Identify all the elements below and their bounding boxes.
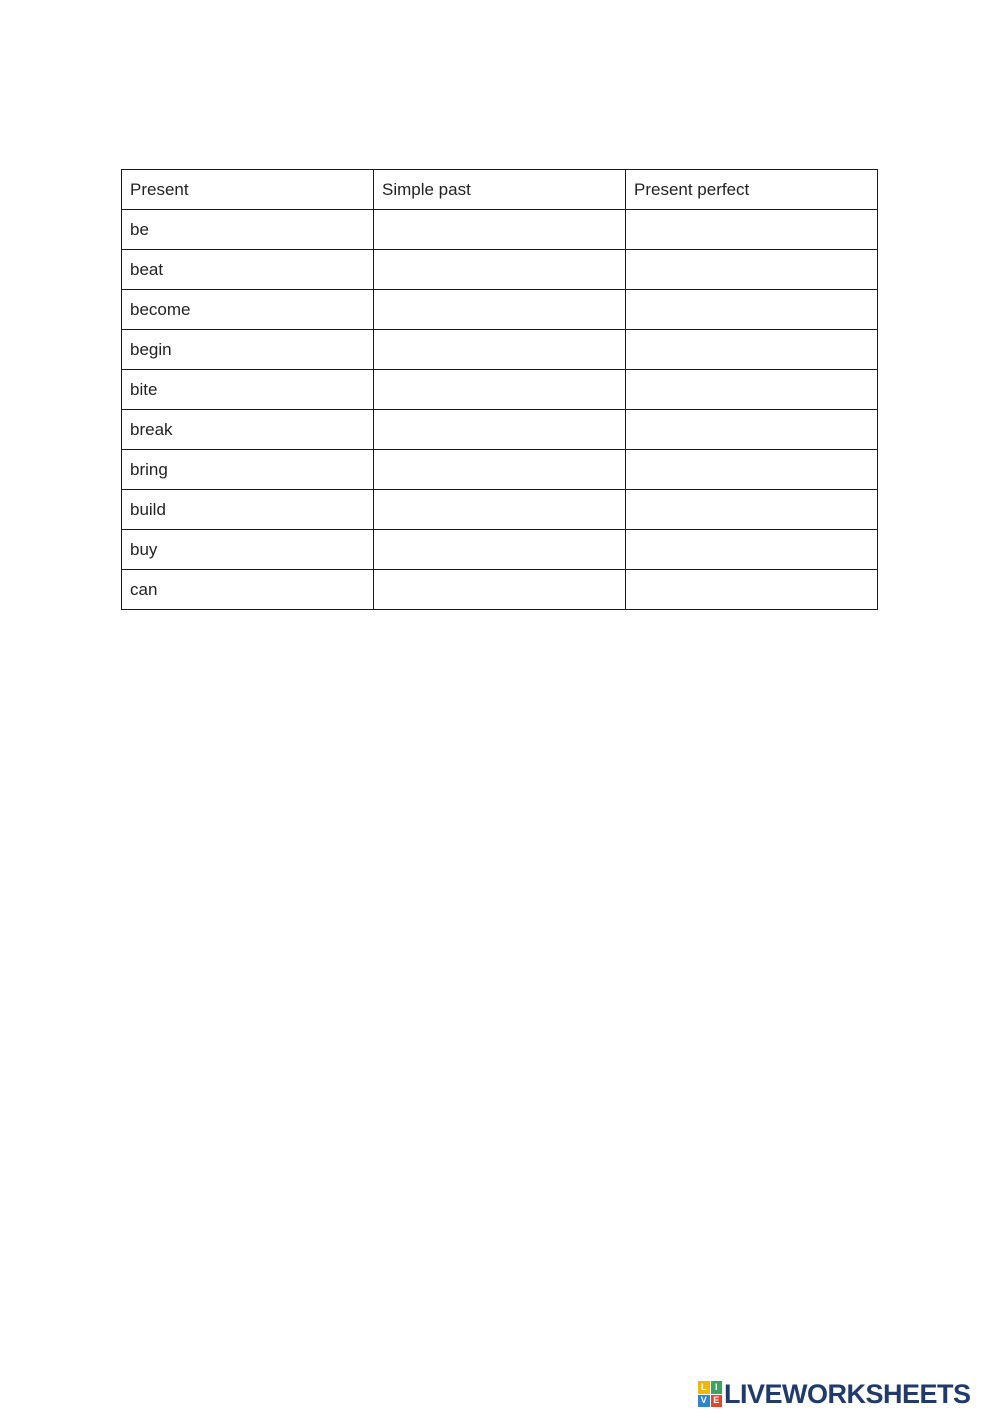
present-perfect-answer-input[interactable] (634, 332, 877, 368)
header-present: Present (122, 170, 374, 210)
present-perfect-cell (626, 450, 878, 490)
simple-past-cell (374, 490, 626, 530)
present-cell: bring (122, 450, 374, 490)
simple-past-cell (374, 530, 626, 570)
present-perfect-answer-input[interactable] (634, 572, 877, 608)
present-perfect-cell (626, 210, 878, 250)
simple-past-cell (374, 290, 626, 330)
simple-past-answer-input[interactable] (382, 292, 625, 328)
brand-name: LIVEWORKSHEETS (724, 1378, 971, 1409)
present-perfect-cell (626, 570, 878, 610)
present-perfect-answer-input[interactable] (634, 252, 877, 288)
simple-past-cell (374, 370, 626, 410)
simple-past-cell (374, 250, 626, 290)
present-perfect-cell (626, 250, 878, 290)
simple-past-answer-input[interactable] (382, 572, 625, 608)
present-cell: be (122, 210, 374, 250)
table-row (122, 250, 878, 290)
present-perfect-cell (626, 490, 878, 530)
present-perfect-answer-input[interactable] (634, 452, 877, 488)
simple-past-answer-input[interactable] (382, 332, 625, 368)
present-perfect-answer-input[interactable] (634, 212, 877, 248)
present-perfect-answer-input[interactable] (634, 532, 877, 568)
present-perfect-cell (626, 530, 878, 570)
simple-past-answer-input[interactable] (382, 372, 625, 408)
simple-past-answer-input[interactable] (382, 212, 625, 248)
present-cell: become (122, 290, 374, 330)
present-perfect-cell (626, 290, 878, 330)
present-perfect-answer-input[interactable] (634, 412, 877, 448)
simple-past-answer-input[interactable] (382, 412, 625, 448)
present-cell: buy (122, 530, 374, 570)
table-row (122, 490, 878, 530)
logo-letter: V (698, 1395, 710, 1408)
logo-letter: E (711, 1395, 723, 1408)
simple-past-answer-input[interactable] (382, 492, 625, 528)
simple-past-cell (374, 450, 626, 490)
present-cell: break (122, 410, 374, 450)
simple-past-cell (374, 410, 626, 450)
simple-past-answer-input[interactable] (382, 252, 625, 288)
table-header-row (122, 170, 878, 210)
present-perfect-answer-input[interactable] (634, 292, 877, 328)
liveworksheets-branding (698, 1379, 971, 1409)
logo-letter: L (698, 1381, 710, 1394)
present-cell: bite (122, 370, 374, 410)
table-row (122, 370, 878, 410)
table-row (122, 450, 878, 490)
verb-forms-table (121, 169, 878, 610)
present-cell: beat (122, 250, 374, 290)
table-row (122, 210, 878, 250)
present-cell: can (122, 570, 374, 610)
present-cell: begin (122, 330, 374, 370)
header-simple-past: Simple past (374, 170, 626, 210)
present-perfect-answer-input[interactable] (634, 372, 877, 408)
table-row (122, 330, 878, 370)
table-row (122, 290, 878, 330)
simple-past-cell (374, 330, 626, 370)
table-row (122, 570, 878, 610)
liveworksheets-logo-icon (698, 1381, 722, 1407)
present-perfect-cell (626, 370, 878, 410)
simple-past-cell (374, 210, 626, 250)
table-body (122, 210, 878, 610)
simple-past-answer-input[interactable] (382, 532, 625, 568)
table-row (122, 410, 878, 450)
table-row (122, 530, 878, 570)
present-cell: build (122, 490, 374, 530)
header-present-perfect: Present perfect (626, 170, 878, 210)
present-perfect-answer-input[interactable] (634, 492, 877, 528)
logo-letter: I (711, 1381, 723, 1394)
simple-past-cell (374, 570, 626, 610)
present-perfect-cell (626, 330, 878, 370)
simple-past-answer-input[interactable] (382, 452, 625, 488)
present-perfect-cell (626, 410, 878, 450)
